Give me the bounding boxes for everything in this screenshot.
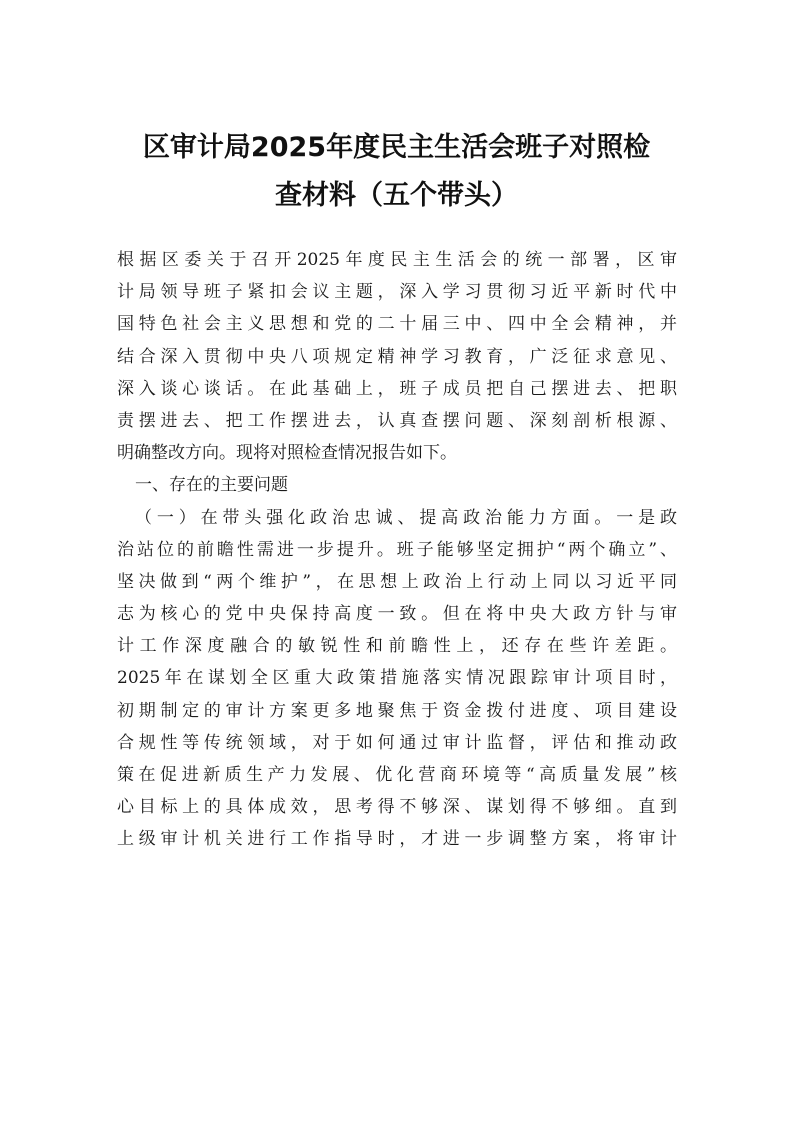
sub1-line-6: 2025年在谋划全区重大政策措施落实情况跟踪审计项目时， (117, 668, 677, 689)
intro-line-6: 责摆进去、把工作摆进去，认真查摆问题、深刻剖析根源、 (117, 410, 677, 431)
intro-line-3: 国特色社会主义思想和党的二十届三中、四中全会精神，并 (117, 314, 677, 335)
intro-line-5: 深入谈心谈话。在此基础上，班子成员把自己摆进去、把职 (117, 378, 677, 399)
intro-line-4: 结合深入贯彻中央八项规定精神学习教育，广泛征求意见、 (117, 346, 677, 367)
sub1-line-10: 心目标上的具体成效，思考得不够深、谋划得不够细。直到 (117, 797, 677, 818)
sub1-line-11: 上级审计机关进行工作指导时，才进一步调整方案，将审计 (117, 829, 677, 850)
document-title-line-2: 查材料（五个带头） (275, 180, 518, 211)
section-heading-1: 一、存在的主要问题 (135, 475, 288, 496)
sub1-line-5: 计工作深度融合的敏锐性和前瞻性上，还存在些许差距。 (117, 636, 677, 657)
sub1-line-4: 志为核心的党中央保持高度一致。但在将中央大政方针与审 (117, 604, 677, 625)
intro-line-2: 计局领导班子紧扣会议主题，深入学习贯彻习近平新时代中 (117, 282, 677, 303)
document-title-line-1: 区审计局2025年度民主生活会班子对照检 (142, 132, 651, 163)
sub1-line-3: 坚决做到“两个维护”，在思想上政治上行动上同以习近平同 (117, 571, 677, 592)
sub1-line-8: 合规性等传统领域，对于如何通过审计监督，评估和推动政 (117, 732, 677, 753)
sub1-line-2: 治站位的前瞻性需进一步提升。班子能够坚定拥护“两个确立”、 (117, 539, 677, 560)
sub1-line-9: 策在促进新质生产力发展、优化营商环境等“高质量发展”核 (117, 765, 677, 785)
intro-line-1: 根据区委关于召开2025年度民主生活会的统一部署，区审 (117, 250, 677, 270)
document-body (117, 244, 677, 856)
sub1-line-1: （一）在带头强化政治忠诚、提高政治能力方面。一是政 (135, 507, 677, 528)
sub1-line-7: 初期制定的审计方案更多地聚焦于资金拨付进度、项目建设 (117, 700, 677, 721)
intro-line-7: 明确整改方向。现将对照检查情况报告如下。 (117, 443, 457, 464)
